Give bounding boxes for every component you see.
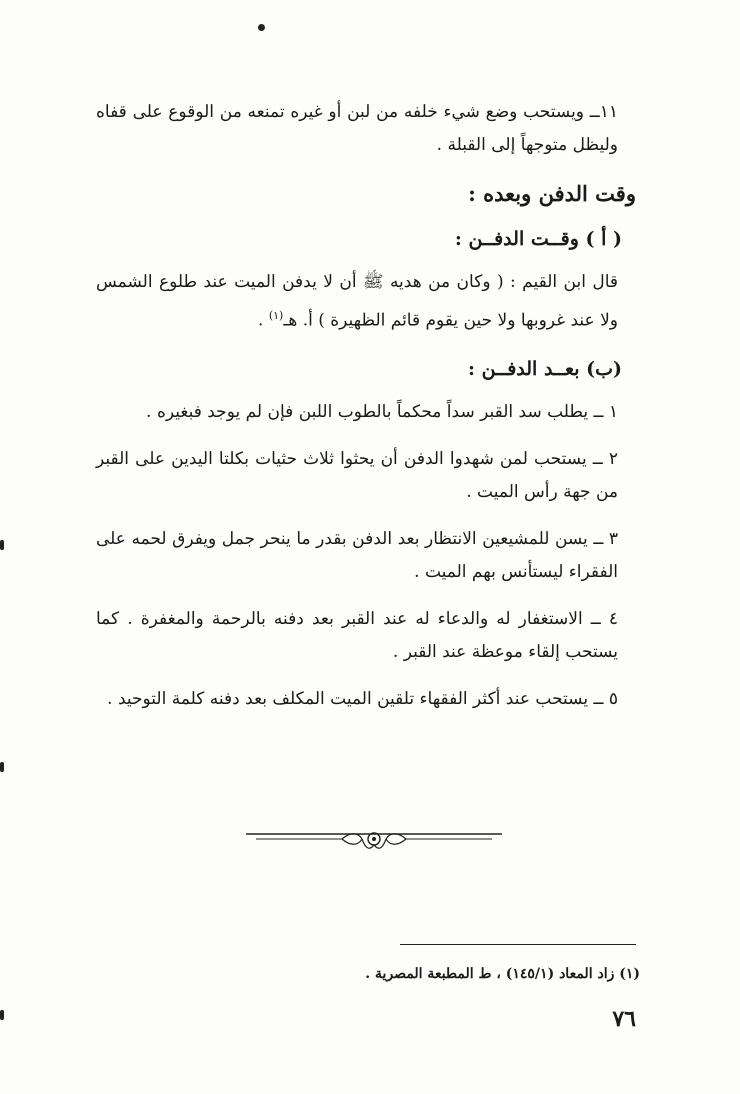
- after-burial-item-3: ٣ ــ يسن للمشيعين الانتظار بعد الدفن بقدر ما ينحر جمل ويفرق لحمه على الفقراء ليستأنس بهم الميت .: [96, 528, 618, 582]
- edge-mark: [0, 1010, 4, 1020]
- decorative-divider-ornament: [246, 826, 502, 856]
- edge-mark: [0, 540, 4, 550]
- footnote-reference: (١): [268, 309, 284, 322]
- quote-end: .: [258, 310, 269, 331]
- after-burial-item-1: ١ ــ يطلب سد القبر سداً محكماً بالطوب اللبن فإن لم يوجد فبغيره .: [146, 401, 618, 422]
- quote-text: قال ابن القيم : ( وكان من هديه ﷺ أن لا يدفن الميت عند طلوع الشمس ولا عند غروبها ولا حين يقوم قائم الظهيرة ) أ. هـ: [96, 272, 618, 331]
- after-burial-item-2: ٢ ــ يستحب لمن شهدوا الدفن أن يحثوا ثلاث حثيات بكلتا اليدين على القبر من جهة رأس الميت .: [96, 448, 618, 502]
- footnote-separator: [400, 944, 636, 945]
- page-dot-mark: [258, 24, 265, 31]
- section-heading-burial-time-after: وقت الدفن وبعده :: [468, 181, 636, 206]
- item-11: ١١ــ ويستحب وضع شيء خلفه من لبن أو غيره تمنعه من الوقوع على قفاه وليظل متوجهاً إلى القبلة .: [96, 102, 618, 155]
- page-number: ٧٦: [612, 1006, 636, 1032]
- edge-mark: [0, 762, 4, 772]
- subheading-burial-time: ( أ ) وقــت الدفــن :: [454, 228, 622, 250]
- ibn-qayyim-quote: [96, 266, 636, 338]
- page-content: [96, 96, 636, 730]
- after-burial-item-4: ٤ ــ الاستغفار له والدعاء له عند القبر بعد دفنه بالرحمة والمغفرة . كما يستحب إلقاء موعظة عند القبر .: [96, 608, 618, 662]
- footnote: (١) زاد المعاد (١٤٥/١) ، ط المطبعة المصرية .: [365, 966, 640, 982]
- subheading-after-burial: (ب) بعــد الدفــن :: [467, 357, 622, 380]
- after-burial-item-5: ٥ ــ يستحب عند أكثر الفقهاء تلقين الميت المكلف بعد دفنه كلمة التوحيد .: [107, 688, 618, 709]
